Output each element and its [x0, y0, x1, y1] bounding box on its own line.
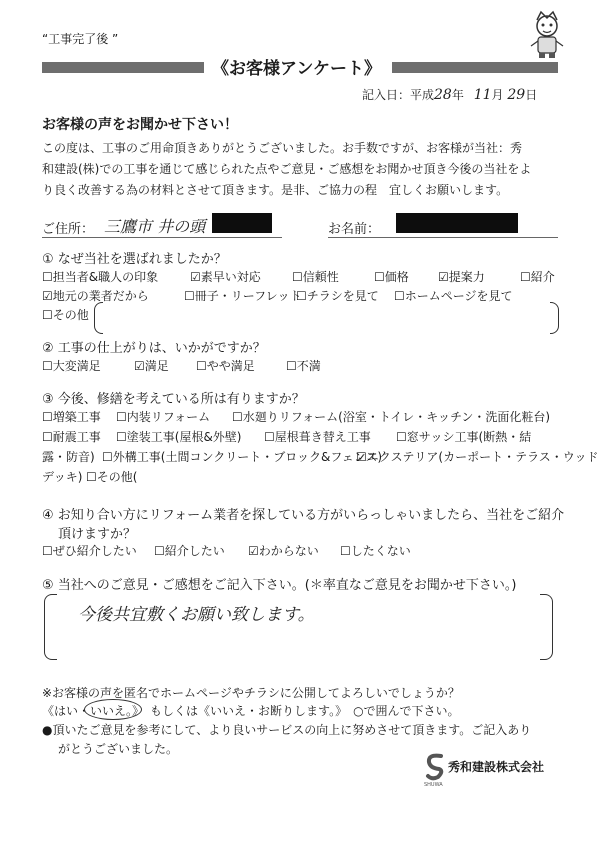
footer-consent-question: ※お客様の声を匿名でホームページやチラシに公開してよろしいでしょうか？ [42, 686, 460, 700]
date-day-value: 29 [507, 87, 526, 103]
q4-title-line-1: ④ お知り合い方にリフォーム業者を探している方がいらっしゃいましたら、当社をご紹介 [42, 508, 565, 523]
q3-option-extension[interactable]: ☐増築工事 [42, 410, 101, 424]
date-row [362, 86, 537, 103]
consent-instruction: 。》 もしくは《いいえ・お断りします。》 ○で囲んで下さい。 [126, 704, 460, 718]
intro-line-3: り良く改善する為の材料とさせて頂きます。是非、ご協力の程 宜しくお願いします。 [42, 183, 509, 197]
address-underline [42, 237, 282, 238]
q3-option-exterior[interactable]: ☑エクステリア(カーポート・テラス・ウッド [356, 450, 599, 464]
name-redaction [396, 213, 518, 233]
date-label: 記入日：平成 [362, 88, 435, 102]
q3-option-interior[interactable]: ☐内装リフォーム [116, 410, 211, 424]
q1-option-leaflet[interactable]: ☐冊子・リーフレット [184, 289, 302, 303]
q3-option-seismic[interactable]: ☐耐震工事 [42, 430, 101, 444]
name-underline [328, 237, 558, 238]
title-bar-left [42, 62, 204, 73]
q5-title: ⑤ 当社へのご意見・ご感想をご記入下さい。(＊率直なご意見をお聞かせ下さい。) [42, 578, 517, 593]
q2-option-very-satisfied[interactable]: ☐大変満足 [42, 359, 101, 373]
q1-option-referral[interactable]: ☐紹介 [520, 270, 555, 284]
title-bar-right [392, 62, 558, 73]
q1-option-quick-response[interactable]: ☑素早い対応 [190, 270, 261, 284]
q5-bracket-right [540, 594, 553, 660]
consent-circle-mark [84, 699, 142, 720]
q1-option-proposal[interactable]: ☑提案力 [438, 270, 485, 284]
q2-option-satisfied[interactable]: ☑満足 [134, 359, 169, 373]
company-logo-caption: SHUWA [424, 782, 443, 788]
q1-option-price[interactable]: ☐価格 [374, 270, 409, 284]
q2-option-somewhat-satisfied[interactable]: ☐やや満足 [196, 359, 255, 373]
q4-option-not-sure[interactable]: ☑わからない [248, 544, 319, 558]
q1-option-local[interactable]: ☑地元の業者だから [42, 289, 149, 303]
company-name: 秀和建設株式会社 [448, 760, 545, 774]
company-logo-icon [424, 752, 446, 782]
footer-thanks-line-2: がとうございました。 [58, 742, 179, 756]
q3-window-sash-cont: 露・防音) [42, 450, 95, 464]
q1-option-homepage[interactable]: ☐ホームページを見て [394, 289, 513, 303]
q1-option-impression[interactable]: ☐担当者&職人の印象 [42, 270, 159, 284]
q3-title: ③ 今後、修繕を考えている所は有りますか？ [42, 392, 305, 407]
consent-no-circled[interactable] [90, 702, 126, 719]
address-value: 三鷹市 井の頭 [104, 217, 206, 236]
q2-option-dissatisfied[interactable]: ☐不満 [286, 359, 321, 373]
q4-title-line-2: 頂けますか？ [58, 527, 137, 542]
year-suffix: 年 [451, 88, 464, 102]
consent-yes-text: 《はい・ [42, 704, 91, 718]
q1-option-reliability[interactable]: ☐信頼性 [292, 270, 339, 284]
q5-answer: 今後共宜敷くお願い致します。 [78, 605, 315, 625]
intro-line-1: この度は、工事のご用命頂きありがとうございました。お手数ですが、お客様が当社：秀 [42, 141, 523, 155]
document-tag: “工事完了後 ” [42, 32, 119, 46]
footer-thanks-line-1: ●頂いたご意見を参考にして、より良いサービスの向上に努めさせて頂きます。ご記入あり [42, 723, 532, 737]
q3-option-other[interactable]: ☐その他( [86, 470, 138, 484]
address-label: ご住所： [42, 222, 95, 237]
footer-consent-options [42, 702, 460, 719]
intro-text [42, 138, 572, 201]
day-suffix: 日 [525, 88, 538, 102]
page-title: 《お客様アンケート》 [212, 59, 381, 79]
q1-other-bracket-right [550, 302, 559, 334]
q1-title: ① なぜ当社を選ばれましたか？ [42, 252, 227, 267]
mascot-illustration [525, 10, 569, 60]
q3-option-exterior-works[interactable]: ☐外構工事(土間コンクリート・ブロック&フェンス) [102, 450, 383, 464]
q3-option-window-sash[interactable]: ☐窓サッシ工事(断熱・結 [396, 430, 532, 444]
q1-option-flyer[interactable]: ☐チラシを見て [296, 289, 379, 303]
q2-title: ② 工事の仕上がりは、いかがですか？ [42, 341, 266, 356]
intro-heading: お客様の声をお聞かせ下さい！ [42, 117, 238, 133]
q3-exterior-cont: デッキ) [42, 470, 83, 484]
intro-line-2: 和建設(株)での工事を通じて感じられた点やご意見・ご感想をお聞かせ頂き今後の当社をよ [42, 162, 532, 176]
address-redaction [212, 213, 272, 233]
date-month: 11 [473, 87, 492, 103]
q4-option-would-not[interactable]: ☐したくない [340, 544, 411, 558]
q3-option-painting[interactable]: ☐塗装工事(屋根&外壁) [116, 430, 242, 444]
q1-option-other[interactable]: ☐その他 [42, 308, 89, 322]
date-year: 28 [434, 87, 452, 103]
q4-option-would-refer[interactable]: ☐紹介したい [154, 544, 225, 558]
month-suffix: 月 [491, 88, 504, 102]
q1-other-bracket-left [94, 302, 103, 334]
q4-option-definitely[interactable]: ☐ぜひ紹介したい [42, 544, 137, 558]
name-label: お名前： [328, 222, 381, 237]
consent-no-text: いいえ [90, 704, 127, 718]
q3-option-reroofing[interactable]: ☐屋根葺き替え工事 [264, 430, 371, 444]
q5-bracket-left [44, 594, 57, 660]
q3-option-plumbing[interactable]: ☐水廻りリフォーム(浴室・トイレ・キッチン・洗面化粧台) [232, 410, 551, 424]
